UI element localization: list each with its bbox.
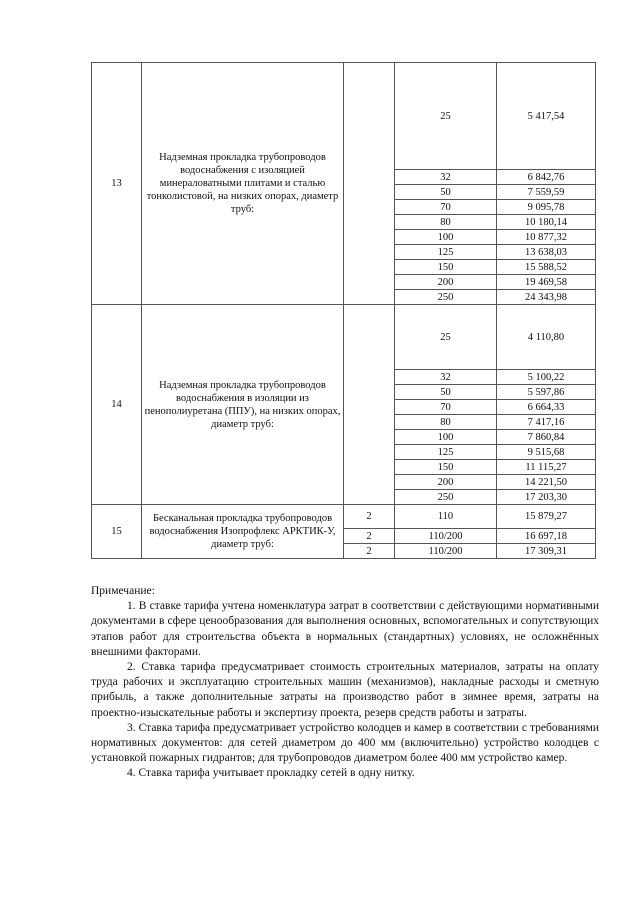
value-cell: 17 203,30 bbox=[497, 490, 596, 505]
value-cell: 6 664,33 bbox=[497, 400, 596, 415]
note-item: 4. Ставка тарифа учитывает прокладку сетей в одну нитку. bbox=[127, 767, 415, 780]
diameter-cell: 100 bbox=[395, 430, 497, 445]
table-row bbox=[92, 305, 596, 370]
notes-section bbox=[91, 584, 599, 782]
diameter-cell: 25 bbox=[395, 63, 497, 170]
value-cell: 14 221,50 bbox=[497, 475, 596, 490]
count-cell: 2 bbox=[344, 544, 395, 559]
diameter-cell: 125 bbox=[395, 445, 497, 460]
diameter-cell: 70 bbox=[395, 400, 497, 415]
note-item: 3. Ставка тарифа предусматривает устройство колодцев и камер в соответствии с требованиями нормативных документов: для сетей диаметром до 400 мм (включительно) устройство колодцев с установкой пожарных гидрантов; для трубопроводов диаметром более 400 мм устройство камер. bbox=[91, 721, 599, 765]
value-cell: 7 559,59 bbox=[497, 185, 596, 200]
row-number: 13 bbox=[92, 63, 142, 305]
row-number: 14 bbox=[92, 305, 142, 505]
value-cell: 6 842,76 bbox=[497, 170, 596, 185]
count-cell bbox=[344, 305, 395, 505]
value-cell: 16 697,18 bbox=[497, 529, 596, 544]
value-cell: 10 180,14 bbox=[497, 215, 596, 230]
value-cell: 15 588,52 bbox=[497, 260, 596, 275]
row-description: Надземная прокладка трубопроводов водоснабжения с изоляцией минераловатными плитами и сталью тонколистовой, на низких опорах, диаметр труб: bbox=[142, 63, 344, 305]
value-cell: 13 638,03 bbox=[497, 245, 596, 260]
value-cell: 5 100,22 bbox=[497, 370, 596, 385]
diameter-cell: 250 bbox=[395, 290, 497, 305]
diameter-cell: 150 bbox=[395, 460, 497, 475]
diameter-cell: 110 bbox=[395, 505, 497, 529]
diameter-cell: 125 bbox=[395, 245, 497, 260]
value-cell: 5 597,86 bbox=[497, 385, 596, 400]
diameter-cell: 32 bbox=[395, 370, 497, 385]
diameter-cell: 150 bbox=[395, 260, 497, 275]
table-row bbox=[92, 505, 596, 529]
notes-heading: Примечание: bbox=[91, 585, 155, 597]
row-description: Надземная прокладка трубопроводов водоснабжения в изоляции из пенополиуретана (ППУ), на низких опорах, диаметр труб: bbox=[142, 305, 344, 505]
row-description: Бесканальная прокладка трубопроводов водоснабжения Изопрофлекс АРКТИК-У, диаметр труб: bbox=[142, 505, 344, 559]
diameter-cell: 100 bbox=[395, 230, 497, 245]
diameter-cell: 70 bbox=[395, 200, 497, 215]
diameter-cell: 110/200 bbox=[395, 544, 497, 559]
value-cell: 7 417,16 bbox=[497, 415, 596, 430]
value-cell: 11 115,27 bbox=[497, 460, 596, 475]
value-cell: 9 515,68 bbox=[497, 445, 596, 460]
count-cell bbox=[344, 63, 395, 305]
diameter-cell: 200 bbox=[395, 475, 497, 490]
tariff-table bbox=[91, 62, 596, 559]
row-number: 15 bbox=[92, 505, 142, 559]
note-item: 2. Ставка тарифа предусматривает стоимость строительных материалов, затраты на оплату труда рабочих и эксплуатацию строительных машин (механизмов), накладные расходы и сметную прибыль, а также дополнительные затраты на производство работ в зимнее время, затраты на проектно-изыскательные работы и экспертизу проекта, резерв средств работы и затраты. bbox=[91, 661, 599, 719]
diameter-cell: 50 bbox=[395, 185, 497, 200]
value-cell: 9 095,78 bbox=[497, 200, 596, 215]
value-cell: 10 877,32 bbox=[497, 230, 596, 245]
value-cell: 24 343,98 bbox=[497, 290, 596, 305]
diameter-cell: 250 bbox=[395, 490, 497, 505]
count-cell: 2 bbox=[344, 505, 395, 529]
diameter-cell: 80 bbox=[395, 215, 497, 230]
table-row bbox=[92, 63, 596, 170]
note-item: 1. В ставке тарифа учтена номенклатура затрат в соответствии с действующими нормативными документами в сфере ценообразования для выполнения основных, вспомогательных и сопутствующих этапов работ для строительства объекта в нормальных (стандартных) условиях, не осложнённых внешними факторами. bbox=[91, 600, 599, 658]
value-cell: 19 469,58 bbox=[497, 275, 596, 290]
diameter-cell: 32 bbox=[395, 170, 497, 185]
value-cell: 5 417,54 bbox=[497, 63, 596, 170]
value-cell: 4 110,80 bbox=[497, 305, 596, 370]
diameter-cell: 200 bbox=[395, 275, 497, 290]
count-cell: 2 bbox=[344, 529, 395, 544]
diameter-cell: 50 bbox=[395, 385, 497, 400]
diameter-cell: 80 bbox=[395, 415, 497, 430]
diameter-cell: 25 bbox=[395, 305, 497, 370]
diameter-cell: 110/200 bbox=[395, 529, 497, 544]
value-cell: 15 879,27 bbox=[497, 505, 596, 529]
value-cell: 7 860,84 bbox=[497, 430, 596, 445]
value-cell: 17 309,31 bbox=[497, 544, 596, 559]
